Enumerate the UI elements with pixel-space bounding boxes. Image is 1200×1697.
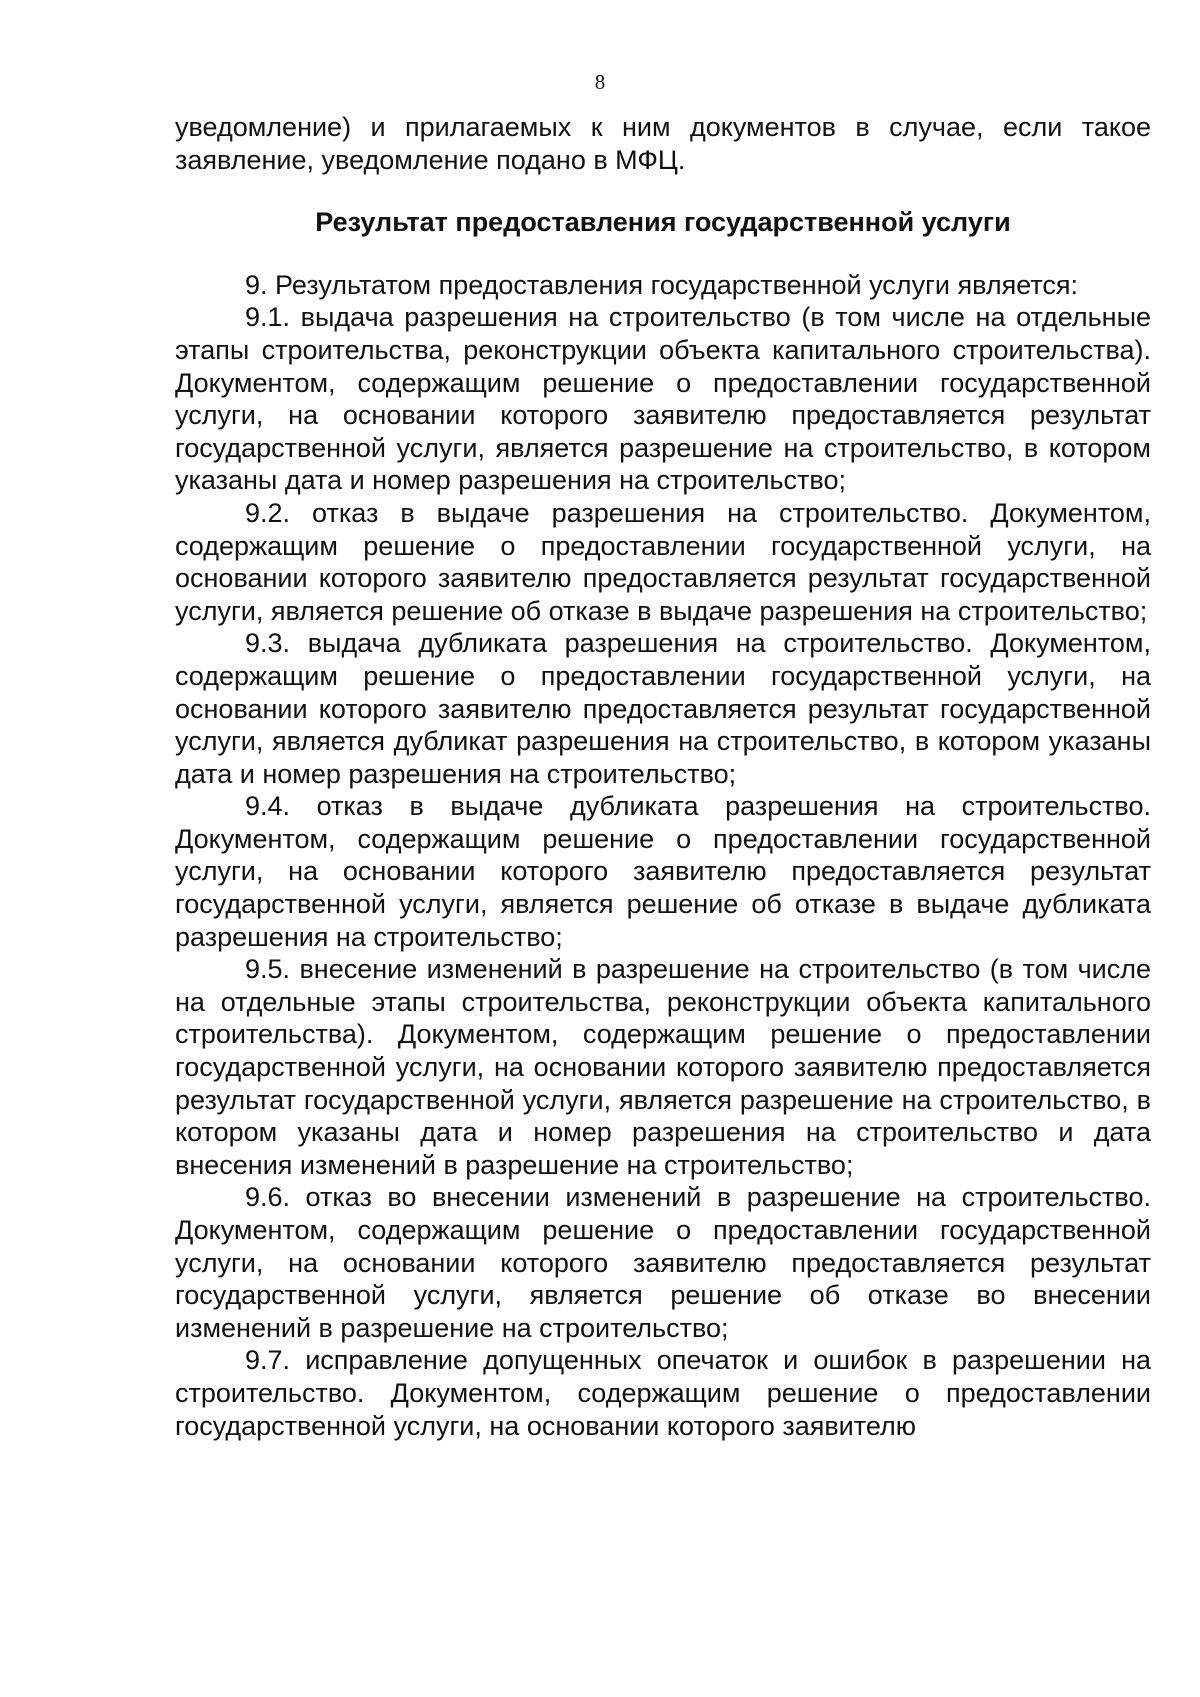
paragraph-9-5: 9.5. внесение изменений в разрешение на строительство (в том числе на отдельные этапы строительства, реконструкции объекта капитального строительства). Документом, содержащим решение о предоставлении государственной услуги, на основании которого заявителю предоставляется результат государственной услуги, является разрешение на строительство, в котором указаны дата и номер разрешения на строительство и дата внесения изменений в разрешение на строительство; [175,954,1151,1180]
paragraph-9-4: 9.4. отказ в выдаче дубликата разрешения на строительство. Документом, содержащим решение о предоставлении государственной услуги, на основании которого заявителю предоставляется результат государственной услуги, является решение об отказе в выдаче дубликата разрешения на строительство; [175,791,1151,952]
page-number: 8 [594,70,606,94]
document-body [175,111,1151,1442]
paragraph-9-3: 9.3. выдача дубликата разрешения на строительство. Документом, содержащим решение о предоставлении государственной услуги, на основании которого заявителю предоставляется результат государственной услуги, является дубликат разрешения на строительство, в котором указаны дата и номер разрешения на строительство; [175,628,1151,789]
paragraph-9-7: 9.7. исправление допущенных опечаток и ошибок в разрешении на строительство. Документом, содержащим решение о предоставлении государственной услуги, на основании которого заявителю [175,1345,1151,1441]
intro-paragraph: уведомление) и прилагаемых к ним документов в случае, если такое заявление, уведомление подано в МФЦ. [175,112,1151,175]
paragraph-9-6: 9.6. отказ во внесении изменений в разрешение на строительство. Документом, содержащим решение о предоставлении государственной услуги, на основании которого заявителю предоставляется результат государственной услуги, является решение об отказе во внесении изменений в разрешение на строительство; [175,1182,1151,1343]
paragraph-9: 9. Результатом предоставления государственной услуги является: [245,269,1079,300]
section-heading: Результат предоставления государственной услуги [315,207,1011,238]
paragraph-9-1: 9.1. выдача разрешения на строительство (в том числе на отдельные этапы строительства, реконструкции объекта капитального строительства). Документом, содержащим решение о предоставлении государственной услуги, на основании которого заявителю предоставляется результат государственной услуги, является разрешение на строительство, в котором указаны дата и номер разрешения на строительство; [175,302,1151,496]
paragraph-9-2: 9.2. отказ в выдаче разрешения на строительство. Документом, содержащим решение о предоставлении государственной услуги, на основании которого заявителю предоставляется результат государственной услуги, является решение об отказе в выдаче разрешения на строительство; [175,497,1151,626]
